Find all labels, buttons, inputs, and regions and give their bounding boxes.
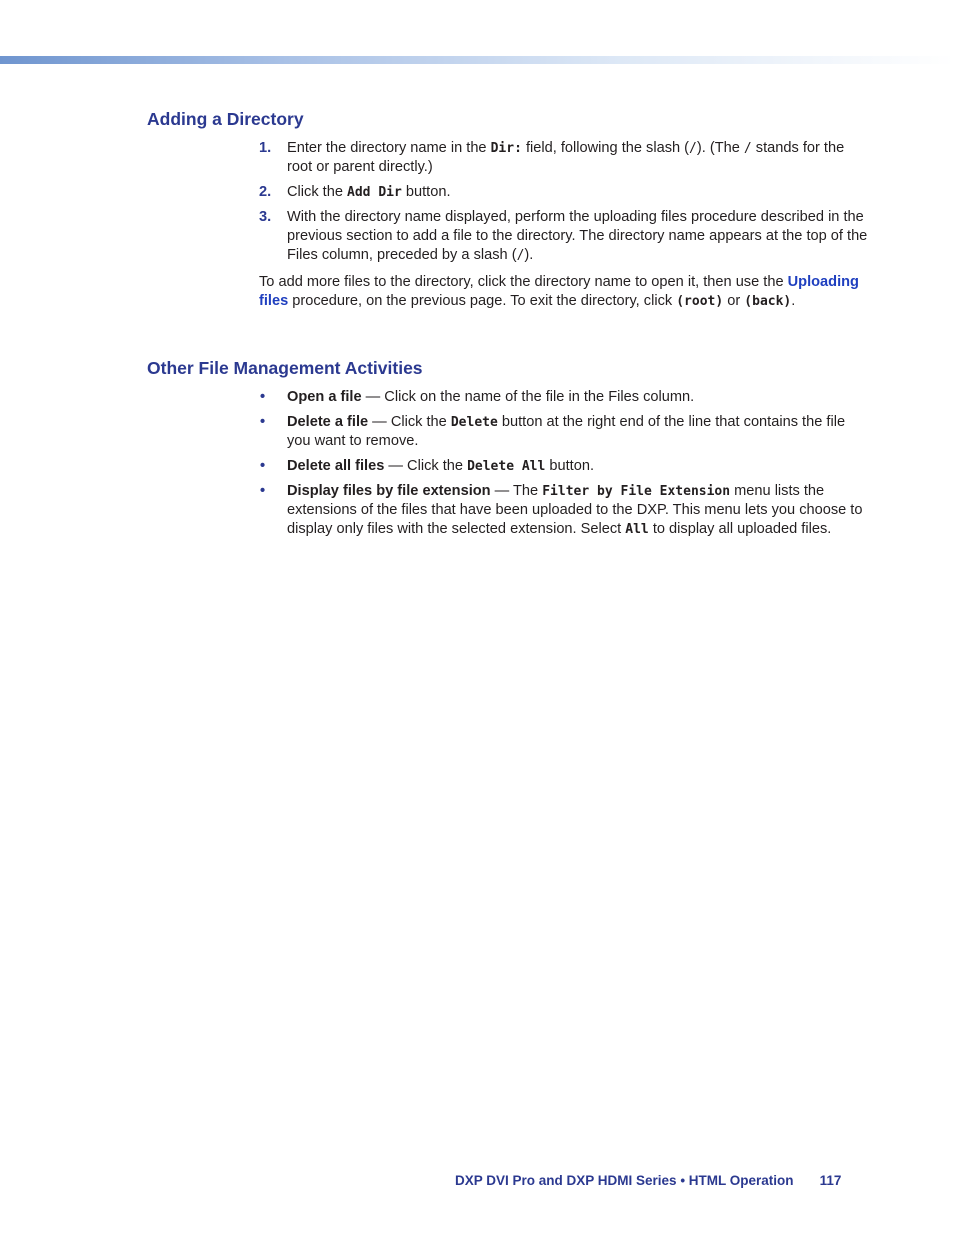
bullet-icon: • <box>260 483 266 499</box>
page-footer <box>455 1173 841 1188</box>
header-gradient-bar <box>0 56 954 64</box>
adding-directory-note: To add more files to the directory, click the directory name to open it, then use the Uploading files procedure, on the previous page. To exit the directory, click (root) or (back). <box>259 274 859 309</box>
page-number: 117 <box>819 1173 842 1188</box>
bullet-display-by-extension: • Display files by file extension — The Filter by File Extension menu lists the extensions of the files that have been uploaded to the DXP. This menu lets you choose to display only files with the selected extension. Select All to display all uploaded files. <box>260 483 863 537</box>
bullet-delete-all-files: • Delete all files — Click the Delete All button. <box>260 458 595 474</box>
step-2: 2. Click the Add Dir button. <box>259 184 451 200</box>
bullet-icon: • <box>260 389 266 405</box>
add-dir-button-code: Add Dir <box>347 185 402 200</box>
root-code: (root) <box>676 294 724 309</box>
delete-all-button-code: Delete All <box>467 459 546 474</box>
uploading-files-link[interactable]: Uploading files <box>259 274 859 309</box>
back-code: (back) <box>744 294 792 309</box>
section-title-other-file-management: Other File Management Activities <box>147 358 423 378</box>
dir-field-code: Dir: <box>490 141 522 156</box>
section-title-adding-directory: Adding a Directory <box>147 109 304 129</box>
step-number: 1. <box>259 140 272 156</box>
delete-button-code: Delete <box>450 415 498 430</box>
bullet-delete-file: • Delete a file — Click the Delete button at the right end of the line that contains the file you want to remove. <box>260 414 846 449</box>
filter-menu-code: Filter by File Extension <box>542 484 731 499</box>
other-activities-list <box>259 388 869 545</box>
adding-directory-steps <box>259 139 869 311</box>
bullet-icon: • <box>260 458 266 474</box>
bullet-open-file: • Open a file — Click on the name of the file in the Files column. <box>260 389 695 405</box>
all-option-code: All <box>625 522 649 537</box>
step-number: 3. <box>259 209 272 225</box>
footer-title: DXP DVI Pro and DXP HDMI Series • HTML Operation <box>455 1173 794 1188</box>
step-3: 3. With the directory name displayed, perform the uploading files procedure described in the previous section to add a file to the directory. The directory name appears at the top of the Files column, preceded by a slash (/). <box>259 209 868 263</box>
step-number: 2. <box>259 184 272 200</box>
bullet-icon: • <box>260 414 266 430</box>
step-1: 1. Enter the directory name in the Dir: field, following the slash (/). (The / stands for the root or parent directly.) <box>259 140 845 175</box>
